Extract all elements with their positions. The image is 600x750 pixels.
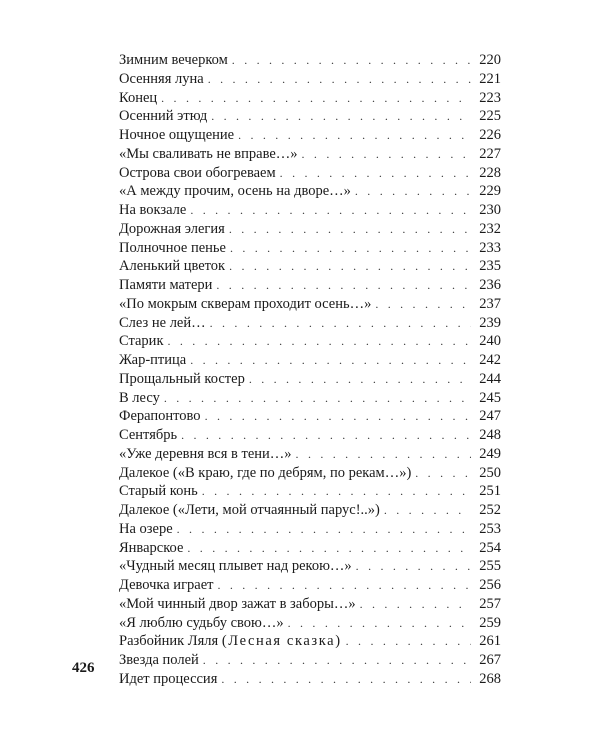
toc-entry — [119, 539, 501, 558]
dot-leader — [356, 557, 471, 576]
toc-entry — [119, 201, 501, 220]
dot-leader — [346, 632, 471, 651]
toc-entry-page: 228 — [479, 164, 501, 181]
dot-leader — [205, 407, 471, 426]
toc-entry-page: 240 — [479, 333, 501, 350]
toc-entry-title: «По мокрым скверам проходит осень…» — [119, 295, 372, 312]
toc-entry-title-main: Разбойник Ляля — [119, 633, 219, 650]
toc-entry-title: «Чудный месяц плывет над рекою…» — [119, 558, 352, 575]
toc-entry — [119, 445, 501, 464]
toc-entry — [119, 70, 501, 89]
toc-entry-title: Далекое («Лети, мой отчаянный парус!..») — [119, 502, 380, 518]
toc-entry-title: Январское — [119, 539, 184, 556]
toc-entry-title: «Уже деревня вся в тени…» — [119, 445, 292, 462]
toc-entry-page: 226 — [479, 127, 501, 143]
toc-entry — [119, 389, 501, 408]
toc-entry — [119, 126, 501, 145]
dot-leader — [296, 445, 471, 464]
dot-leader — [355, 182, 471, 201]
toc-entry-page: 239 — [479, 314, 501, 331]
toc-entry-title: На озере — [119, 520, 173, 537]
dot-leader — [190, 201, 471, 220]
toc-entry — [119, 426, 501, 445]
toc-entry-title: Полночное пенье — [119, 239, 226, 256]
toc-entry — [119, 670, 501, 689]
toc-entry-title: На вокзале — [119, 202, 187, 218]
dot-leader — [203, 651, 471, 670]
toc-entry-page: 251 — [479, 483, 501, 500]
toc-entry-page: 267 — [479, 652, 501, 668]
toc-entry-page: 223 — [479, 89, 501, 106]
toc-entry — [119, 557, 501, 576]
toc-entry — [119, 520, 501, 539]
toc-entry-title: Звезда полей — [119, 652, 199, 668]
toc-entry — [119, 51, 501, 70]
toc-entry-title: Слез не лей… — [119, 314, 206, 331]
toc-entry-page: 256 — [479, 577, 501, 593]
dot-leader — [190, 351, 471, 370]
toc-entry-title: «Мой чинный двор зажат в заборы…» — [119, 595, 356, 612]
toc-entry-title: Ферапонтово — [119, 408, 201, 425]
dot-leader — [164, 389, 471, 408]
toc-entry — [119, 351, 501, 370]
toc-entry-title — [119, 632, 346, 651]
toc-entry — [119, 595, 501, 614]
dot-leader — [177, 520, 471, 539]
toc-entry-title: Памяти матери — [119, 277, 213, 293]
toc-entry-page: 232 — [479, 220, 501, 237]
dot-leader — [249, 370, 471, 389]
toc-entry — [119, 276, 501, 295]
toc-entry-title: Конец — [119, 89, 158, 106]
toc-entry-title-subtitle: (Лесная сказка) — [221, 633, 342, 650]
toc-entry-title: Ночное ощущение — [119, 127, 235, 143]
toc-entry — [119, 651, 501, 670]
toc-entry — [119, 314, 501, 333]
toc-entry — [119, 239, 501, 258]
toc-entry-title: Осенняя луна — [119, 70, 204, 87]
page-number: 426 — [72, 660, 95, 676]
toc-entry-title: Дорожная элегия — [119, 220, 225, 237]
dot-leader — [202, 482, 471, 501]
dot-leader — [161, 89, 471, 108]
toc-entry — [119, 295, 501, 314]
toc-entry-title: Девочка играет — [119, 577, 214, 593]
toc-entry-page: 250 — [479, 464, 501, 481]
dot-leader — [375, 295, 471, 314]
toc-entry-title: «А между прочим, осень на дворе…» — [119, 183, 351, 200]
toc-entry-page: 245 — [479, 389, 501, 406]
dot-leader — [208, 70, 471, 89]
toc-entry-page: 257 — [479, 595, 501, 612]
toc-entry-page: 268 — [479, 670, 501, 687]
toc-entry-title: Зимним вечерком — [119, 52, 228, 68]
dot-leader — [360, 595, 471, 614]
toc-entry — [119, 464, 501, 483]
toc-entry-title: Далекое («В краю, где по дебрям, по рекам…») — [119, 464, 412, 481]
dot-leader — [229, 257, 471, 276]
toc-entry-page: 225 — [479, 108, 501, 125]
dot-leader — [415, 464, 471, 483]
toc-entry-page: 235 — [479, 258, 501, 275]
toc-entry-title: Острова свои обогреваем — [119, 164, 276, 181]
toc-entry — [119, 164, 501, 183]
toc-entry-title: «Я люблю судьбу свою…» — [119, 614, 284, 631]
toc-entry-title: В лесу — [119, 389, 160, 406]
toc-entry-page: 248 — [479, 427, 501, 443]
dot-leader — [280, 164, 471, 183]
table-of-contents — [119, 51, 501, 689]
toc-entry — [119, 501, 501, 520]
toc-entry — [119, 220, 501, 239]
toc-entry-page: 227 — [479, 145, 501, 162]
toc-entry-page: 253 — [479, 520, 501, 537]
dot-leader — [167, 332, 471, 351]
toc-entry-page: 236 — [479, 277, 501, 293]
toc-entry-page: 221 — [479, 70, 501, 87]
toc-entry-title: Сентябрь — [119, 427, 178, 443]
toc-entry-page: 220 — [479, 52, 501, 68]
toc-entry-page: 259 — [479, 614, 501, 631]
toc-entry — [119, 407, 501, 426]
toc-entry-page: 233 — [479, 239, 501, 256]
toc-entry — [119, 145, 501, 164]
toc-entry-title: Прощальный костер — [119, 370, 245, 387]
dot-leader — [302, 145, 471, 164]
dot-leader — [217, 576, 471, 595]
toc-entry-page: 242 — [479, 352, 501, 368]
toc-entry-page: 229 — [479, 183, 501, 200]
toc-entry — [119, 257, 501, 276]
toc-entry-title: Старик — [119, 333, 164, 350]
dot-leader — [211, 107, 471, 126]
toc-entry — [119, 632, 501, 651]
toc-entry — [119, 614, 501, 633]
toc-entry-page: 252 — [479, 502, 501, 518]
toc-entry — [119, 332, 501, 351]
toc-entry — [119, 482, 501, 501]
toc-entry-page: 255 — [479, 558, 501, 575]
dot-leader — [384, 501, 471, 520]
toc-entry — [119, 576, 501, 595]
dot-leader — [288, 614, 471, 633]
toc-entry-page: 261 — [479, 633, 501, 650]
toc-entry — [119, 107, 501, 126]
dot-leader — [187, 539, 471, 558]
dot-leader — [221, 670, 471, 689]
toc-entry — [119, 182, 501, 201]
toc-entry-title: Осенний этюд — [119, 108, 208, 125]
toc-entry-title: «Мы сваливать не вправе…» — [119, 145, 298, 162]
toc-entry-page: 249 — [479, 445, 501, 462]
dot-leader — [210, 314, 471, 333]
dot-leader — [229, 220, 471, 239]
dot-leader — [216, 276, 471, 295]
toc-entry-page: 244 — [479, 370, 501, 387]
toc-entry — [119, 370, 501, 389]
toc-entry-title: Жар-птица — [119, 352, 187, 368]
toc-entry-page: 254 — [479, 539, 501, 556]
toc-entry-page: 247 — [479, 408, 501, 425]
dot-leader — [181, 426, 471, 445]
toc-entry — [119, 89, 501, 108]
dot-leader — [232, 51, 471, 70]
toc-entry-page: 237 — [479, 295, 501, 312]
toc-entry-title: Аленький цветок — [119, 258, 226, 275]
dot-leader — [230, 239, 471, 258]
dot-leader — [238, 126, 471, 145]
toc-entry-title: Старый конь — [119, 483, 198, 500]
toc-entry-title: Идет процессия — [119, 670, 218, 687]
toc-entry-page: 230 — [479, 202, 501, 218]
